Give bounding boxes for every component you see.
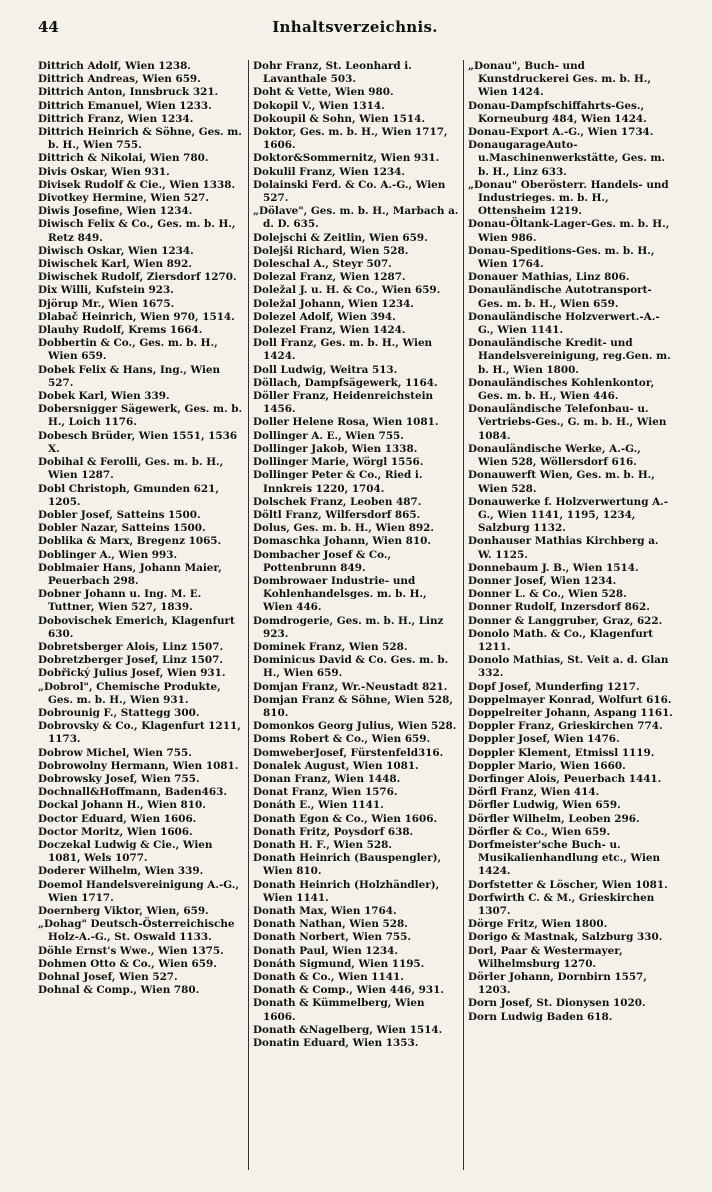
index-entry: Dominek Franz, Wien 528.	[253, 640, 408, 653]
index-entry: Doller Helene Rosa, Wien 1081.	[253, 416, 439, 429]
index-entry: Doppler Josef, Wien 1476.	[468, 733, 620, 746]
index-column-1	[38, 60, 244, 1170]
index-entry: Donau-Dampfschiffahrts-Ges., Korneuburg 484, Wien 1424.	[468, 99, 647, 125]
index-entry: DonaugarageAuto-u.Maschinenwerkstätte, Ges. m. b. H., Linz 633.	[468, 139, 666, 178]
index-entry: Doczekal Ludwig & Cie., Wien 1081, Wels 1077.	[38, 838, 213, 865]
index-entry: Domaschka Johann, Wien 810.	[253, 535, 431, 548]
index-entry: Dittrich Franz, Wien 1234.	[38, 112, 194, 125]
index-entry: Dörler Johann, Dornbirn 1557, 1203.	[468, 971, 647, 997]
index-entry: Donath & Co., Wien 1141.	[253, 971, 404, 984]
index-entry: Dorfmeister'sche Buch- u. Musikalienhandlung etc., Wien 1424.	[468, 838, 661, 878]
index-entry: Donalek August, Wien 1081.	[253, 759, 419, 772]
index-entry: Dobek Felix & Hans, Ing., Wien 527.	[38, 363, 221, 389]
index-entry: Dobesch Brüder, Wien 1551, 1536 X.	[38, 429, 238, 455]
index-entry: Dollinger Jakob, Wien 1338.	[253, 442, 418, 455]
index-entry: Dorn Ludwig Baden 618.	[468, 1010, 613, 1023]
index-entry: Diwis Josefine, Wien 1234.	[38, 205, 193, 218]
index-entry: Doktor&Sommernitz, Wien 931.	[253, 152, 440, 165]
index-entry: Donhauser Mathias Kirchberg a. W. 1125.	[468, 535, 659, 561]
index-entry: Domjan Franz, Wr.-Neustadt 821.	[253, 680, 448, 693]
index-entry: Dobretzberger Josef, Linz 1507.	[38, 654, 223, 667]
index-entry: Dombacher Josef & Co., Pottenbrunn 849.	[253, 548, 392, 574]
index-entry: Donath &Nagelberg, Wien 1514.	[253, 1023, 443, 1036]
index-entry: Dittrich & Nikolai, Wien 780.	[38, 152, 209, 165]
index-entry: Donau-Export A.-G., Wien 1734.	[468, 126, 654, 139]
index-entry: Dolejschi & Zeitlin, Wien 659.	[253, 231, 428, 244]
index-entry: Dohr Franz, St. Leonhard i. Lavanthale 503.	[253, 60, 412, 86]
index-entry: Doppelmayer Konrad, Wolfurt 616.	[468, 693, 672, 706]
index-entry: Dobl Christoph, Gmunden 621, 1205.	[38, 482, 219, 508]
index-entry: Dollinger Marie, Wörgl 1556.	[253, 456, 424, 469]
index-entry: Dorfinger Alois, Peuerbach 1441.	[468, 772, 662, 785]
index-entry: Donner Josef, Wien 1234.	[468, 574, 617, 587]
index-entry: Dobrounig F., Stattegg 300.	[38, 706, 200, 719]
index-entry: Donath Heinrich (Bauspengler), Wien 810.	[253, 852, 442, 878]
index-entry: Dittrich Adolf, Wien 1238.	[38, 60, 191, 72]
index-entry: Döllach, Dampfsägewerk, 1164.	[253, 376, 438, 389]
index-entry: Dohnal & Comp., Wien 780.	[38, 984, 200, 997]
index-entry: Donauländische Holzverwert.-A.-G., Wien 1141.	[468, 310, 660, 337]
index-entry: Dobler Josef, Satteins 1500.	[38, 508, 201, 521]
index-entry: Djörup Mr., Wien 1675.	[38, 297, 175, 310]
index-entry: Donatin Eduard, Wien 1353.	[253, 1037, 419, 1050]
index-entry: Doernberg Viktor, Wien, 659.	[38, 905, 209, 917]
index-entry: Dobersnigger Sägewerk, Ges. m. b. H., Loich 1176.	[38, 403, 243, 429]
index-entry: Doppler Franz, Grieskirchen 774.	[468, 720, 663, 733]
index-entry: Dorfwirth C. & M., Grieskirchen 1307.	[468, 891, 655, 917]
index-entry: DomweberJosef, Fürstenfeld316.	[253, 746, 444, 759]
index-entry: Domdrogerie, Ges. m. b. H., Linz 923.	[253, 614, 444, 640]
index-entry: Dobřický Julius Josef, Wien 931.	[38, 667, 226, 680]
index-entry: Donner & Langgruber, Graz, 622.	[468, 614, 663, 627]
index-entry: Dix Willi, Kufstein 923.	[38, 284, 174, 297]
index-entry: Dobbertin & Co., Ges. m. b. H., Wien 659.	[38, 337, 218, 363]
index-entry: Doms Robert & Co., Wien 659.	[253, 733, 431, 746]
index-entry: Dokopil V., Wien 1314.	[253, 99, 385, 112]
index-entry: Dittrich Andreas, Wien 659.	[38, 73, 201, 86]
index-entry: Divotkey Hermine, Wien 527.	[38, 192, 209, 205]
index-entry: Donauer Mathias, Linz 806.	[468, 271, 630, 284]
index-columns	[38, 60, 674, 1170]
index-entry: Donner Rudolf, Inzersdorf 862.	[468, 601, 650, 614]
index-entry: Donath & Kümmelberg, Wien 1606.	[253, 997, 425, 1023]
index-entry: Dolejši Richard, Wien 528.	[253, 244, 409, 257]
index-entry: Dobretsberger Alois, Linz 1507.	[38, 640, 224, 653]
index-entry: Donauländisches Kohlenkontor, Ges. m. b. H., Wien 446.	[468, 376, 655, 403]
index-entry: Doblinger A., Wien 993.	[38, 548, 178, 561]
index-entry: Donolo Math. & Co., Klagenfurt 1211.	[468, 627, 654, 653]
index-entry: Dobner Johann u. Ing. M. E. Tuttner, Wien 527, 1839.	[38, 588, 202, 614]
index-entry: Doblmaier Hans, Johann Maier, Peuerbach 298.	[38, 561, 222, 587]
index-entry: Dobrowolny Hermann, Wien 1081.	[38, 759, 239, 772]
index-entry: Doktor, Ges. m. b. H., Wien 1717, 1606.	[253, 126, 448, 152]
index-column-3	[468, 60, 674, 1170]
index-entry: Dominicus David & Co. Ges. m. b. H., Wien 659.	[253, 654, 449, 680]
index-entry: Doctor Eduard, Wien 1606.	[38, 812, 197, 825]
index-entry: Dochnall&Hoffmann, Baden463.	[38, 786, 227, 799]
index-entry: „Dölave", Ges. m. b. H., Marbach a. d. D. 635.	[253, 205, 459, 231]
index-entry: Donauwerft Wien, Ges. m. b. H., Wien 528.	[468, 469, 655, 495]
index-entry: Döltl Franz, Wilfersdorf 865.	[253, 508, 421, 521]
index-entry: Donauwerke f. Holzverwertung A.-G., Wien 1141, 1195, 1234, Salzburg 1132.	[468, 495, 669, 535]
index-entry: Donath H. F., Wien 528.	[253, 838, 392, 851]
index-entry: Donauländische Telefonbau- u. Vertriebs-Ges., G. m. b. H., Wien 1084.	[468, 403, 667, 442]
index-entry: Dorn Josef, St. Dionysen 1020.	[468, 997, 646, 1010]
index-entry: Dolezel Franz, Wien 1424.	[253, 324, 406, 337]
index-entry: Donath Nathan, Wien 528.	[253, 918, 408, 931]
index-entry: Dorfstetter & Löscher, Wien 1081.	[468, 878, 668, 891]
index-entry: Dollinger Peter & Co., Ried i. Innkreis 1220, 1704.	[253, 469, 423, 495]
index-entry: Doctor Moritz, Wien 1606.	[38, 825, 193, 838]
index-entry: Dörfler & Co., Wien 659.	[468, 825, 611, 838]
index-entry: Dolus, Ges. m. b. H., Wien 892.	[253, 522, 435, 535]
index-entry: Donath & Comp., Wien 446, 931.	[253, 984, 444, 997]
index-entry: Dobler Nazar, Satteins 1500.	[38, 522, 206, 535]
index-entry: Dorl, Paar & Westermayer, Wilhelmsburg 1270.	[468, 944, 623, 970]
index-entry: Donauländische Kredit- und Handelsvereinigung, reg.Gen. m. b. H., Wien 1800.	[468, 337, 671, 376]
index-entry: Dolschek Franz, Leoben 487.	[253, 495, 422, 508]
index-entry: Donau-Speditions-Ges. m. b. H., Wien 1764.	[468, 244, 655, 271]
index-entry: „Dohag" Deutsch-Österreichische Holz-A.-G., St. Oswald 1133.	[38, 918, 235, 944]
index-entry: Dörfl Franz, Wien 414.	[468, 786, 600, 799]
page-title: Inhaltsverzeichnis.	[272, 18, 438, 36]
index-entry: Diwisch Felix & Co., Ges. m. b. H., Retz 849.	[38, 218, 236, 244]
index-entry: Donauländische Autotransport-Ges. m. b. H., Wien 659.	[468, 284, 652, 310]
index-entry: Doll Franz, Ges. m. b. H., Wien 1424.	[253, 337, 433, 363]
index-entry: Dolezel Adolf, Wien 394.	[253, 310, 396, 323]
index-entry: Doležal J. u. H. & Co., Wien 659.	[253, 284, 441, 297]
page-number: 44	[38, 18, 59, 36]
index-entry: Donat Franz, Wien 1576.	[253, 786, 398, 799]
index-entry: Donath Max, Wien 1764.	[253, 905, 397, 917]
index-entry: Diwischek Karl, Wien 892.	[38, 258, 192, 271]
index-entry: Domjan Franz & Söhne, Wien 528, 810.	[253, 693, 453, 719]
index-entry: Döller Franz, Heidenreichstein 1456.	[253, 390, 434, 416]
index-entry: Donner L. & Co., Wien 528.	[468, 588, 627, 601]
index-entry: Dohnal Josef, Wien 527.	[38, 971, 178, 984]
index-entry: Doleschal A., Steyr 507.	[253, 258, 392, 271]
index-entry: Dombrowaer Industrie- und Kohlenhandelsges. m. b. H., Wien 446.	[253, 574, 427, 614]
index-entry: Dlauhy Rudolf, Krems 1664.	[38, 324, 203, 337]
index-entry: Donath Paul, Wien 1234.	[253, 944, 398, 957]
index-entry: Donáth E., Wien 1141.	[253, 799, 384, 812]
index-entry: Dobihal & Ferolli, Ges. m. b. H., Wien 1287.	[38, 456, 224, 482]
index-entry: Diwisch Oskar, Wien 1234.	[38, 244, 194, 257]
index-entry: Dolezal Franz, Wien 1287.	[253, 271, 406, 284]
index-entry: Dolainski Ferd. & Co. A.-G., Wien 527.	[253, 178, 446, 205]
index-entry: Dittrich Anton, Innsbruck 321.	[38, 86, 219, 99]
index-entry: Dittrich Emanuel, Wien 1233.	[38, 99, 212, 112]
index-entry: Doppler Mario, Wien 1660.	[468, 759, 626, 772]
index-entry: Doblika & Marx, Bregenz 1065.	[38, 535, 222, 548]
index-entry: Dollinger A. E., Wien 755.	[253, 429, 404, 442]
index-entry: Dokulil Franz, Wien 1234.	[253, 165, 405, 178]
index-entry: Diwischek Rudolf, Ziersdorf 1270.	[38, 271, 237, 284]
index-entry: Divis Oskar, Wien 931.	[38, 165, 170, 178]
index-entry: Donáth Sigmund, Wien 1195.	[253, 957, 425, 970]
index-entry: Doležal Johann, Wien 1234.	[253, 297, 414, 310]
index-entry: Dobrowsky Josef, Wien 755.	[38, 772, 200, 785]
index-entry: Donau-Öltank-Lager-Ges. m. b. H., Wien 986.	[468, 218, 670, 244]
index-entry: Donan Franz, Wien 1448.	[253, 772, 401, 785]
page-header	[38, 18, 672, 40]
index-entry: Doppelreiter Johann, Aspang 1161.	[468, 706, 673, 719]
index-entry: Donath Egon & Co., Wien 1606.	[253, 812, 438, 825]
index-entry: Dörge Fritz, Wien 1800.	[468, 918, 608, 931]
index-column-2	[253, 60, 459, 1170]
index-entry: „Dobrol", Chemische Produkte, Ges. m. b. H., Wien 931.	[38, 680, 221, 706]
index-entry: Doppler Klement, Etmissl 1119.	[468, 746, 655, 759]
index-entry: Dokoupil & Sohn, Wien 1514.	[253, 112, 425, 125]
index-entry: Dobrow Michel, Wien 755.	[38, 746, 192, 759]
index-entry: Dopf Josef, Munderfing 1217.	[468, 680, 640, 693]
index-entry: Doemol Handelsvereinigung A.-G., Wien 1717.	[38, 878, 239, 904]
index-entry: Divisek Rudolf & Cie., Wien 1338.	[38, 178, 236, 191]
index-entry: Donath Heinrich (Holzhändler), Wien 1141.	[253, 878, 440, 904]
index-entry: Dörfler Ludwig, Wien 659.	[468, 799, 621, 812]
index-entry: Dobek Karl, Wien 339.	[38, 390, 170, 403]
index-entry: Dorigo & Mastnak, Salzburg 330.	[468, 931, 663, 944]
index-entry: Dittrich Heinrich & Söhne, Ges. m. b. H., Wien 755.	[38, 126, 242, 152]
index-entry: Dlabač Heinrich, Wien 970, 1514.	[38, 310, 235, 323]
index-entry: Domonkos Georg Julius, Wien 528.	[253, 720, 457, 733]
index-entry: „Donau", Buch- und Kunstdruckerei Ges. m. b. H., Wien 1424.	[468, 60, 651, 99]
index-entry: Donath Norbert, Wien 755.	[253, 931, 412, 944]
index-entry: Donath Fritz, Poysdorf 638.	[253, 825, 414, 838]
index-entry: Doht & Vette, Wien 980.	[253, 86, 394, 99]
index-entry: Donolo Mathias, St. Veit a. d. Glan 332.	[468, 654, 669, 680]
index-entry: „Donau" Oberösterr. Handels- und Industrieges. m. b. H., Ottensheim 1219.	[468, 178, 669, 218]
index-entry: Donauländische Werke, A.-G., Wien 528, Wöllersdorf 616.	[468, 442, 641, 469]
index-entry: Doderer Wilhelm, Wien 339.	[38, 865, 204, 878]
index-entry: Dohmen Otto & Co., Wien 659.	[38, 957, 217, 970]
index-entry: Donnebaum J. B., Wien 1514.	[468, 561, 639, 574]
index-entry: Döhle Ernst's Wwe., Wien 1375.	[38, 944, 224, 957]
index-entry: Dörfler Wilhelm, Leoben 296.	[468, 812, 640, 825]
index-entry: Dockal Johann H., Wien 810.	[38, 799, 206, 812]
index-entry: Dobrovsky & Co., Klagenfurt 1211, 1173.	[38, 720, 241, 746]
index-entry: Doll Ludwig, Weitra 513.	[253, 363, 398, 376]
index-entry: Dobovischek Emerich, Klagenfurt 630.	[38, 614, 235, 640]
